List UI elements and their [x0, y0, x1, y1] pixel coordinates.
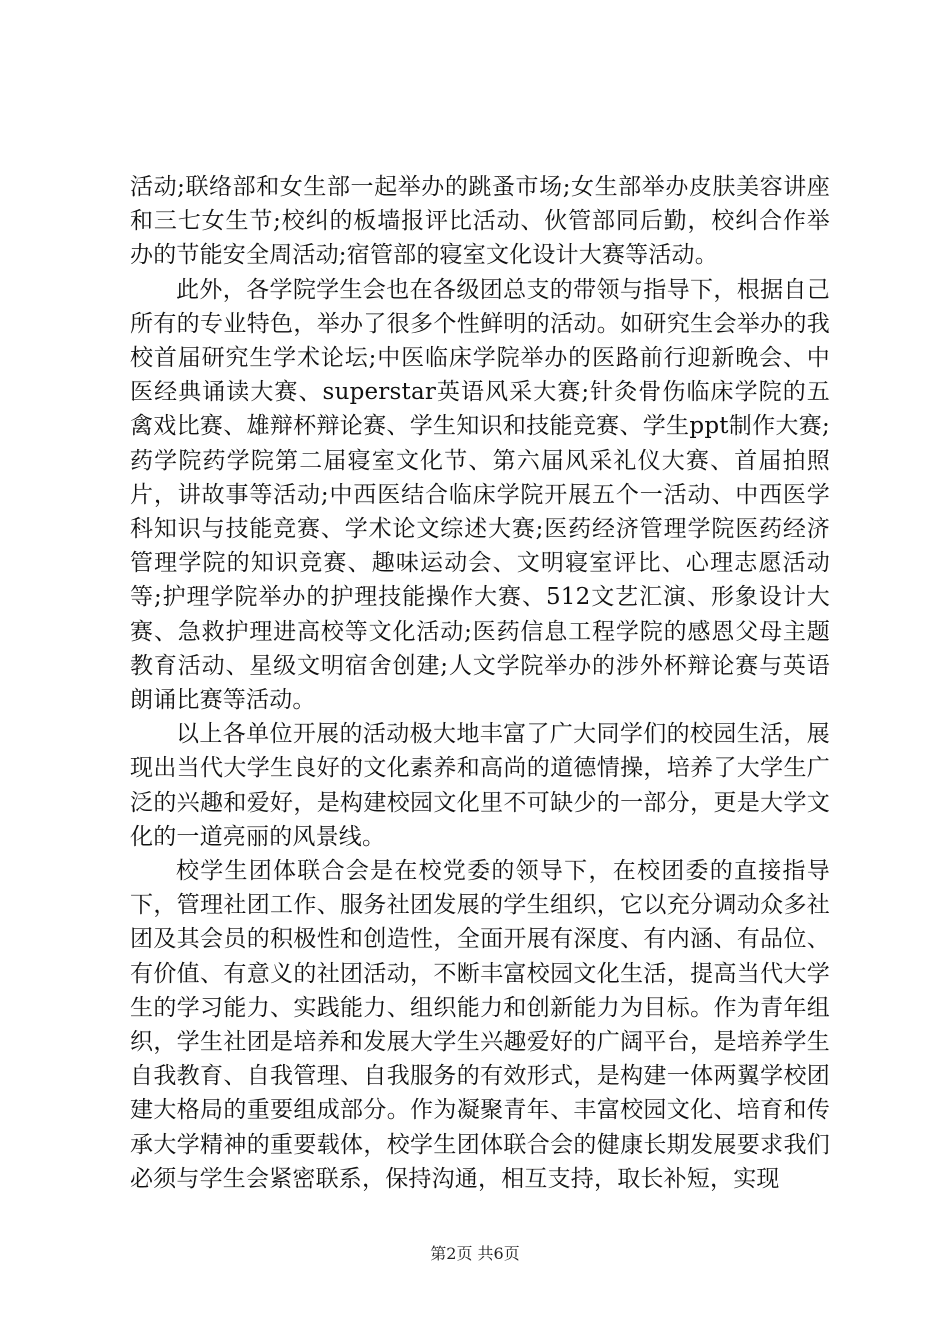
paragraph-continued: 活动;联络部和女生部一起举办的跳蚤市场;女生部举办皮肤美容讲座和三七女生节;校纠的板墙报评比活动、伙管部同后勤，校纠合作举办的节能安全周活动;宿管部的寝室文化设计大赛等活动。 [130, 174, 830, 269]
paragraph-summary: 以上各单位开展的活动极大地丰富了广大同学们的校园生活，展现出当代大学生良好的文化素养和高尚的道德情操，培养了大学生广泛的兴趣和爱好，是构建校园文化里不可缺少的一部分，更是大学文化的一道亮丽的风景线。 [130, 721, 830, 850]
page-number-footer: 第2页 共6页 [430, 1244, 520, 1263]
paragraph-college-activities: 此外，各学院学生会也在各级团总支的带领与指导下，根据自己所有的专业特色，举办了很多个性鲜明的活动。如研究生会举办的我校首届研究生学术论坛;中医临床学院举办的医路前行迎新晚会、中医经典诵读大赛、superstar英语风采大赛;针灸骨伤临床学院的五禽戏比赛、雄辩杯辩论赛、学生知识和技能竞赛、学生ppt制作大赛;药学院药学院第二届寝室文化节、第六届风采礼仪大赛、首届拍照片，讲故事等活动;中西医结合临床学院开展五个一活动、中西医学科知识与技能竞赛、学术论文综述大赛;医药经济管理学院医药经济管理学院的知识竞赛、趣味运动会、文明寝室评比、心理志愿活动等;护理学院举办的护理技能操作大赛、512文艺汇演、形象设计大赛、急救护理进高校等文化活动;医药信息工程学院的感恩父母主题教育活动、星级文明宿舍创建;人文学院举办的涉外杯辩论赛与英语朗诵比赛等活动。 [130, 276, 830, 714]
paragraph-student-union-federation: 校学生团体联合会是在校党委的领导下，在校团委的直接指导下，管理社团工作、服务社团发展的学生组织，它以充分调动众多社团及其会员的积极性和创造性，全面开展有深度、有内涵、有品位、有价值、有意义的社团活动，不断丰富校园文化生活，提高当代大学生的学习能力、实践能力、组织能力和创新能力为目标。作为青年组织，学生社团是培养和发展大学生兴趣爱好的广阔平台，是培养学生自我教育、自我管理、自我服务的有效形式，是构建一体两翼学校团建大格局的重要组成部分。作为凝聚青年、丰富校园文化、培育和传承大学精神的重要载体，校学生团体联合会的健康长期发展要求我们必须与学生会紧密联系，保持沟通，相互支持，取长补短，实现 [130, 858, 830, 1192]
document-body [130, 170, 830, 1196]
